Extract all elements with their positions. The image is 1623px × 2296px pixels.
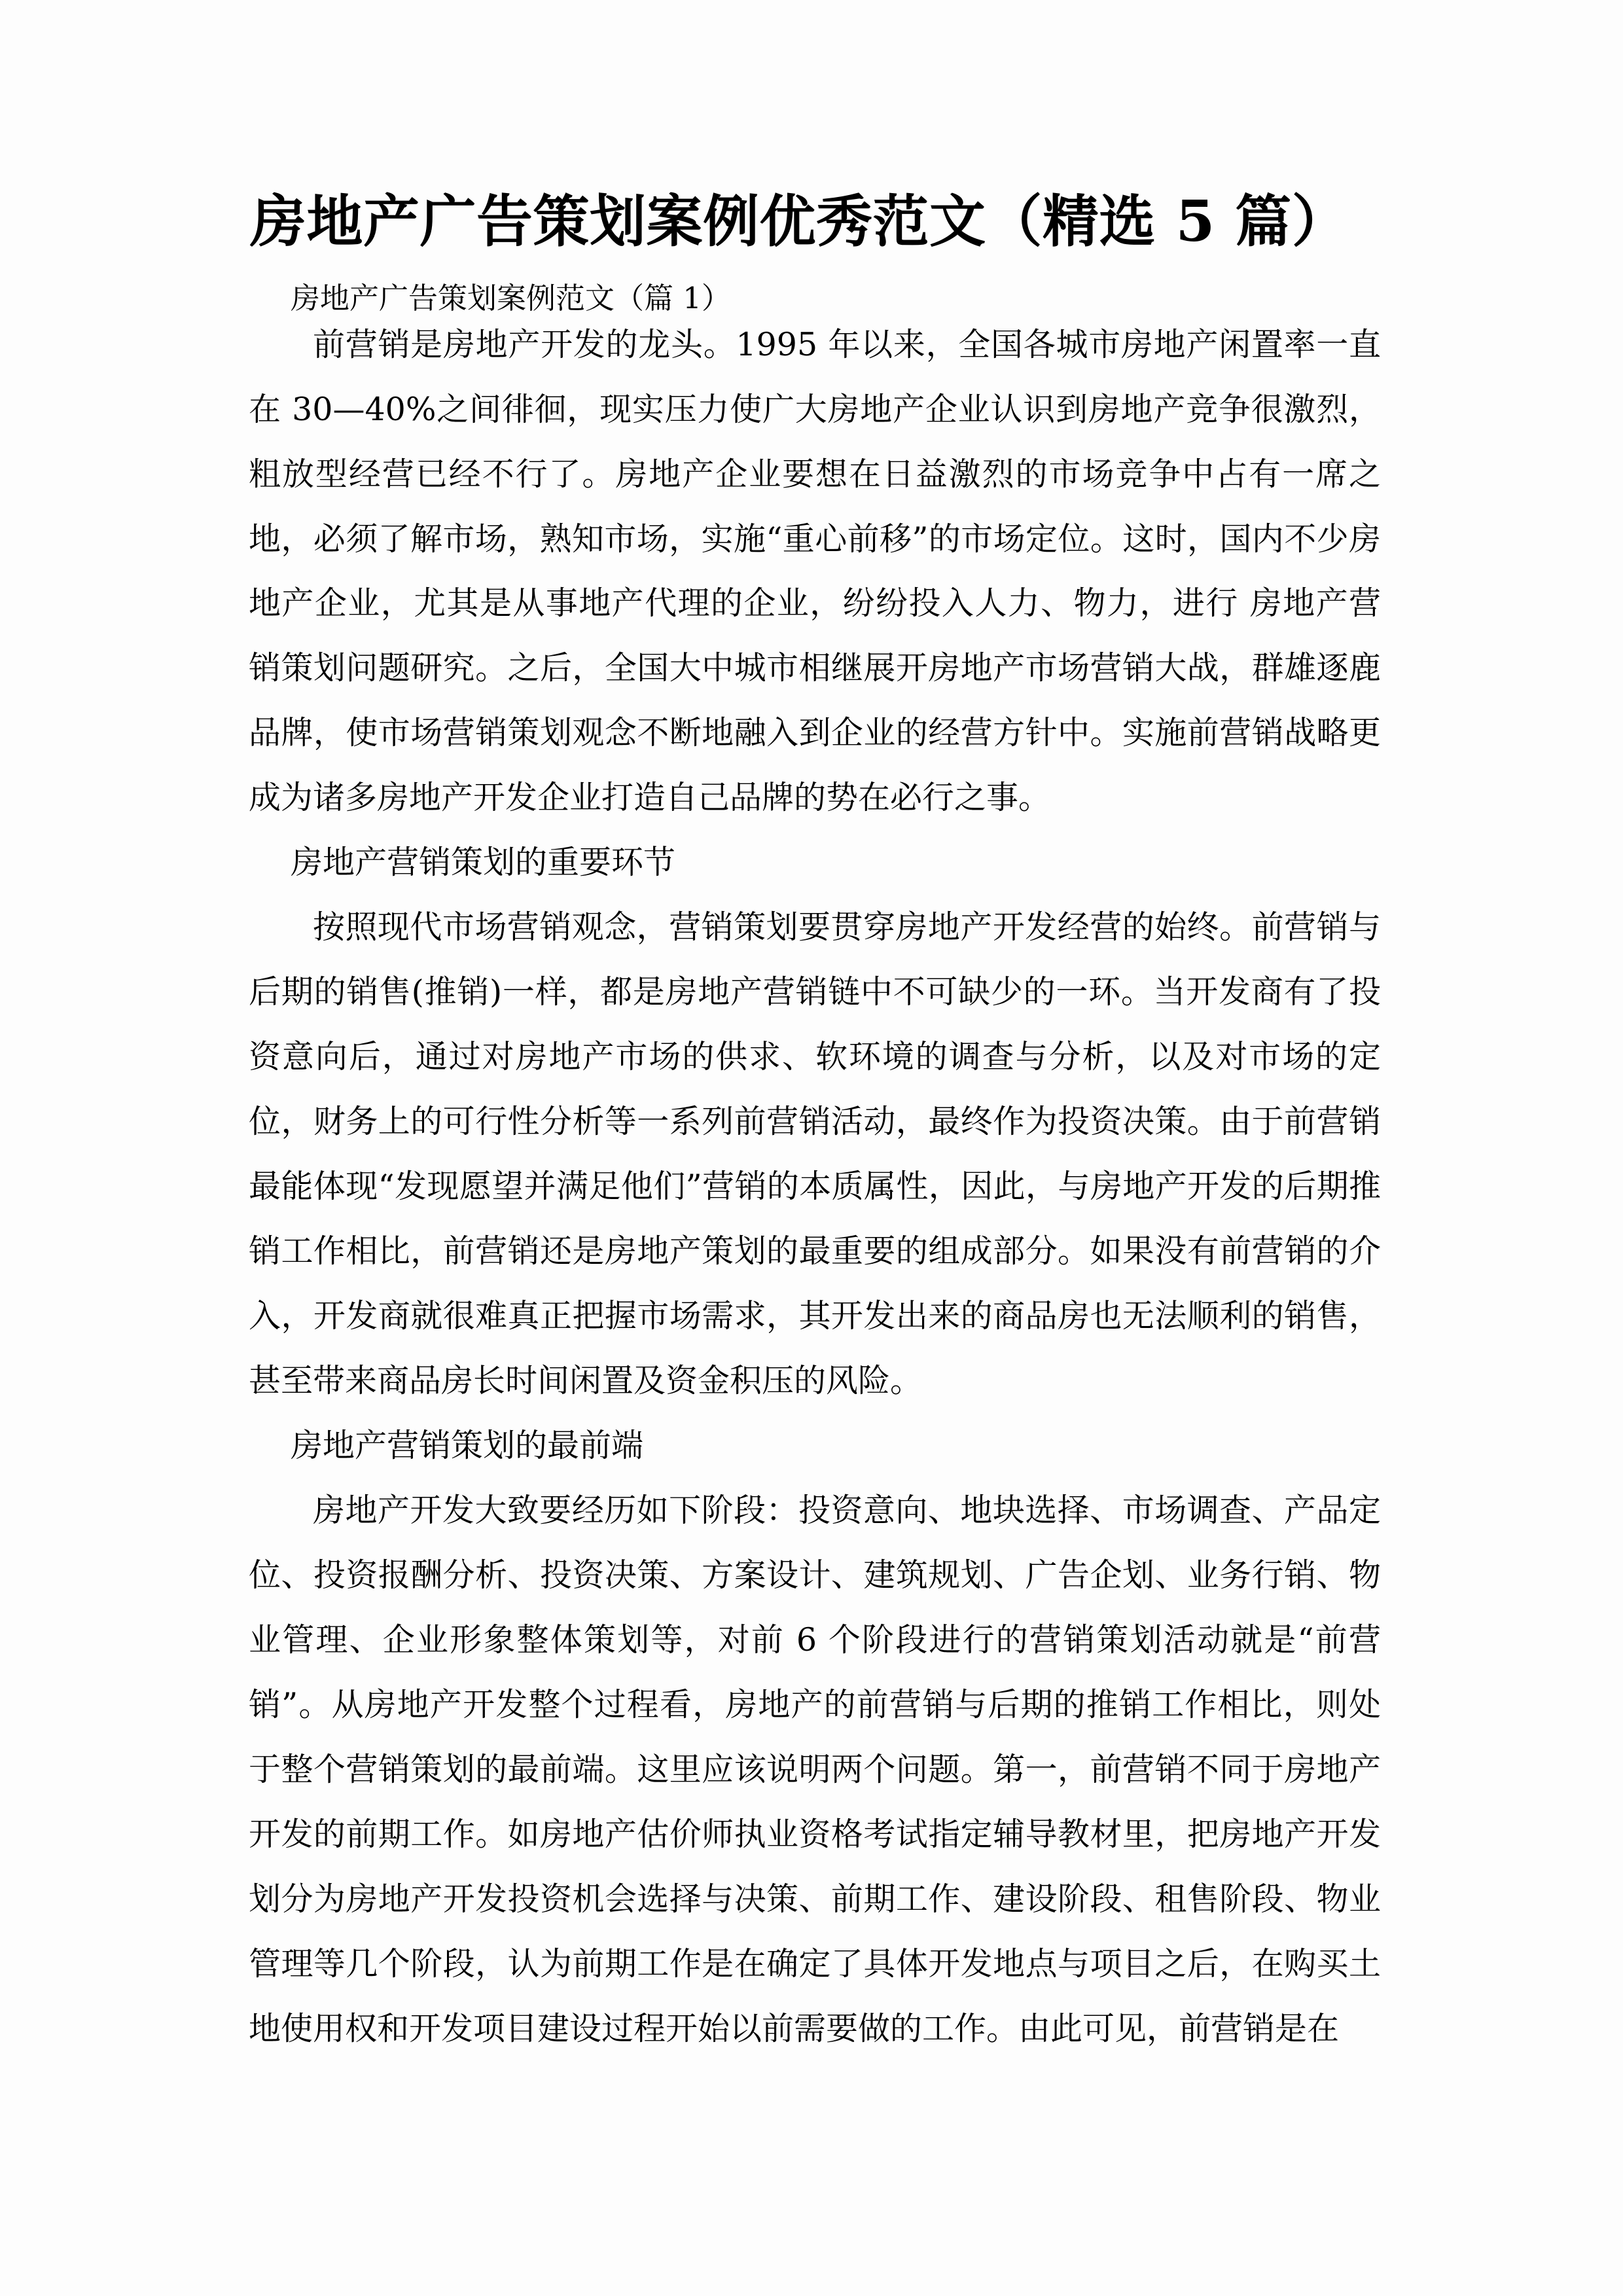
- document-content: [249, 0, 1381, 2062]
- section-1-paragraph: 按照现代市场营销观念，营销策划要贯穿房地产开发经营的始终。前营销与后期的销售(推销)一样，都是房地产营销链中不可缺少的一环。当开发商有了投资意向后，通过对房地产市场的供求、软环境的调查与分析，以及对市场的定位，财务上的可行性分析等一系列前营销活动，最终作为投资决策。由于前营销最能体现“发现愿望并满足他们”营销的本质属性，因此，与房地产开发的后期推销工作相比，前营销还是房地产策划的最重要的组成部分。如果没有前营销的介入，开发商就很难真正把握市场需求，其开发出来的商品房也无法顺利的销售，甚至带来商品房长时间闲置及资金积压的风险。: [249, 908, 1381, 1400]
- section-2-paragraph: 房地产开发大致要经历如下阶段：投资意向、地块选择、市场调查、产品定位、投资报酬分析、投资决策、方案设计、建筑规划、广告企划、业务行销、物业管理、企业形象整体策划等，对前 6 个阶段进行的营销策划活动就是“前营销”。从房地产开发整个过程看，房地产的前营销与后期的推销工作相比，则处于整个营销策划的最前端。这里应该说明两个问题。第一，前营销不同于房地产开发的前期工作。如房地产估价师执业资格考试指定辅导教材里，把房地产开发划分为房地产开发投资机会选择与决策、前期工作、建设阶段、租售阶段、物业管理等几个阶段，认为前期工作是在确定了具体开发地点与项目之后，在购买土地使用权和开发项目建设过程开始以前需要做的工作。由此可见，前营销是在: [249, 1492, 1381, 2047]
- document-subtitle: 房地产广告策划案例范文（篇 1）: [291, 280, 731, 315]
- section-heading-2: 房地产营销策划的最前端: [291, 1427, 644, 1465]
- intro-paragraph: 前营销是房地产开发的龙头。1995 年以来，全国各城市房地产闲置率一直在 30—40%之间徘徊，现实压力使广大房地产企业认识到房地产竞争很激烈，粗放型经营已经不行了。房地产企业要想在日益激烈的市场竞争中占有一席之地，必须了解市场，熟知市场，实施“重心前移”的市场定位。这时，国内不少房地产企业，尤其是从事地产代理的企业，纷纷投入人力、物力，进行 房地产营销策划问题研究。之后，全国大中城市相继展开房地产市场营销大战，群雄逐鹿品牌，使市场营销策划观念不断地融入到企业的经营方针中。实施前营销战略更成为诸多房地产开发企业打造自己品牌的势在必行之事。: [249, 325, 1381, 817]
- document-title: 房地产广告策划案例优秀范文（精选 5 篇）: [250, 188, 1349, 255]
- section-heading-1: 房地产营销策划的重要环节: [291, 844, 676, 882]
